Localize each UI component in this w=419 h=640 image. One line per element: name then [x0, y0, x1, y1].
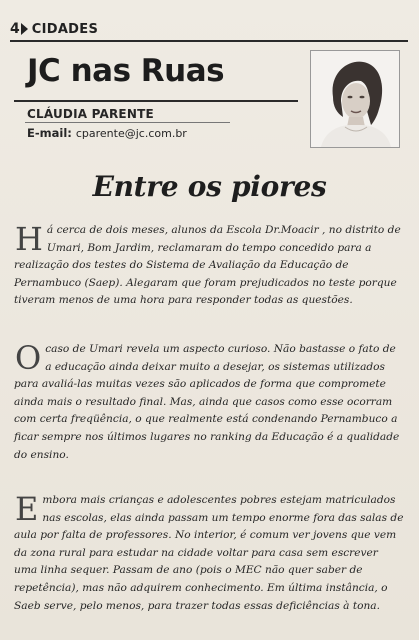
article-paragraph-1	[14, 222, 404, 310]
author-name: CLÁUDIA PARENTE	[27, 107, 154, 121]
section-name: CIDADES	[31, 21, 99, 37]
author-rule	[25, 122, 230, 123]
author-email	[27, 126, 187, 140]
dropcap: O	[15, 339, 42, 377]
dropcap: H	[15, 220, 43, 258]
paragraph-text: mbora mais crianças e adolescentes pobres estejam matriculados nas escolas, elas ainda passam um tempo enorme fora das salas de aula por falta de professores. No interior, é comum ver jovens que vem da zona rural para estudar na cidade voltar para casa sem escrever uma linha sequer. Passam de ano (pois o MEC não quer saber de repetência), mas não adquirem conhecimento. Em última instância, o Saeb serve, pelo menos, para trazer todas essas deficiências à tona.	[14, 494, 404, 612]
portrait-icon	[311, 51, 399, 147]
author-photo	[310, 50, 400, 148]
dropcap: E	[15, 490, 39, 528]
article-paragraph-3	[14, 492, 404, 615]
email-label: E-mail:	[27, 126, 72, 140]
page-number: 4	[10, 21, 20, 37]
article-headline: Entre os piores	[92, 170, 327, 203]
paragraph-text: á cerca de dois meses, alunos da Escola Dr.Moacir , no distrito de Umari, Bom Jardim, reclamaram do tempo concedido para a realização dos testes do Sistema de Avaliação da Educação de Pernambuco (Saep). Alegaram que foram prejudicados no teste porque tiveram menos de uma hora para responder todas as questões.	[14, 224, 401, 307]
column-title: JC nas Ruas	[27, 53, 225, 89]
article-paragraph-2	[14, 341, 404, 464]
title-rule	[14, 100, 298, 102]
paragraph-text: caso de Umari revela um aspecto curioso. Não bastasse o fato de a educação ainda deixar muito a desejar, os sistemas utilizados para avaliá-las muitas vezes são aplicados de forma que compromete ainda mais o resultado final. Mas, ainda que casos como esse ocorram com certa freqüência, o que realmente está condenando Pernambuco a ficar sempre nos últimos lugares no ranking da Educação é a qualidade do ensino.	[14, 343, 400, 461]
email-address: cparente@jc.com.br	[75, 127, 187, 140]
section-header	[10, 18, 408, 42]
page-marker-icon	[21, 23, 28, 35]
